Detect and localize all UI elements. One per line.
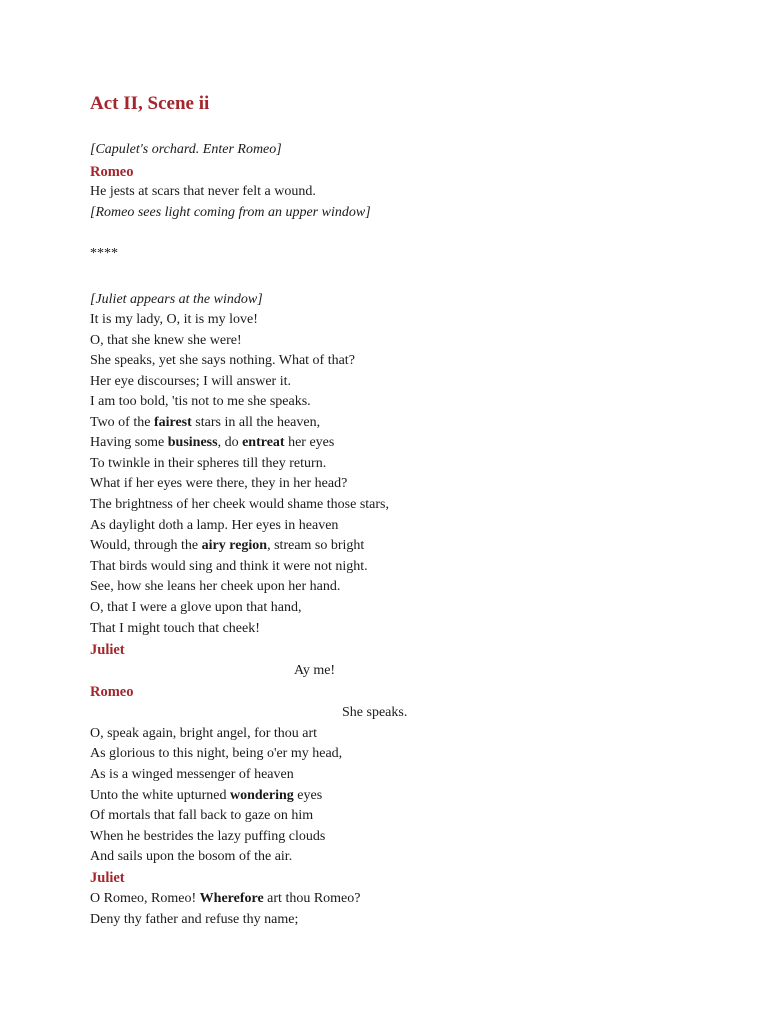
verse-line [90, 827, 325, 847]
verse-line [90, 454, 326, 474]
verse-line [90, 516, 338, 536]
verse-line [90, 910, 298, 930]
stage-direction [90, 290, 263, 310]
line-text: eyes [293, 788, 323, 803]
line-text: To twinkle in their spheres till they return. [90, 456, 327, 471]
line-text: Juliet [90, 642, 125, 658]
line-text: [Romeo sees light coming from an upper window] [90, 205, 371, 220]
line-text: It is my lady, O, it is my love! [90, 312, 258, 327]
verse-line [90, 744, 342, 764]
line-text: O Romeo, Romeo! [90, 891, 200, 906]
verse-line [90, 536, 364, 556]
verse-line [90, 372, 291, 392]
verse-line [90, 577, 340, 597]
emphasized-word: entreat [242, 435, 285, 450]
stage-direction [90, 140, 282, 160]
line-text: O, that she knew she were! [90, 333, 242, 348]
emphasized-word: fairest [153, 415, 192, 430]
line-text: Two of the [90, 415, 154, 430]
verse-line [90, 619, 260, 639]
line-text: She speaks. [342, 705, 408, 720]
verse-line [294, 661, 335, 681]
line-text: As glorious to this night, being o'er my head, [90, 746, 343, 761]
line-text: , stream so bright [267, 538, 365, 553]
line-text: And sails upon the bosom of the air. [90, 849, 293, 864]
line-text: She speaks, yet she says nothing. What of that? [90, 353, 355, 368]
verse-line [90, 331, 242, 351]
line-text: O, speak again, bright angel, for thou art [90, 726, 318, 741]
verse-line [90, 765, 294, 785]
line-text: O, that I were a glove upon that hand, [90, 600, 302, 615]
emphasized-word: business [167, 435, 218, 450]
emphasized-word: airy region [201, 538, 268, 553]
line-text: Deny thy father and refuse thy name; [90, 912, 299, 927]
line-text: As is a winged messenger of heaven [90, 767, 294, 782]
speaker-name [90, 868, 125, 888]
verse-line [90, 847, 292, 867]
line-text: Of mortals that fall back to gaze on him [90, 808, 314, 823]
line-text: Having some [90, 435, 168, 450]
line-text: As daylight doth a lamp. Her eyes in heaven [90, 518, 339, 533]
line-text: , do [217, 435, 243, 450]
verse-line [90, 474, 347, 494]
line-text: Would, through the [90, 538, 202, 553]
verse-line [90, 889, 360, 909]
verse-line [90, 351, 355, 371]
line-text: See, how she leans her cheek upon her hand. [90, 579, 341, 594]
line-text: stars in all the heaven, [191, 415, 321, 430]
emphasized-word: wondering [229, 788, 294, 803]
line-text: art thou Romeo? [263, 891, 361, 906]
stage-direction [90, 203, 371, 223]
verse-line [90, 598, 302, 618]
line-text: [Capulet's orchard. Enter Romeo] [90, 142, 282, 157]
line-text: What if her eyes were there, they in her head? [90, 476, 348, 491]
verse-line [90, 786, 322, 806]
verse-line [90, 557, 368, 577]
line-text: Romeo [90, 684, 134, 700]
line-text: [Juliet appears at the window] [90, 292, 263, 307]
line-text: Romeo [90, 164, 134, 180]
verse-line [90, 182, 316, 202]
verse-line [90, 495, 389, 515]
verse-line [90, 392, 311, 412]
line-text: her eyes [284, 435, 335, 450]
verse-line [90, 806, 313, 826]
line-text: The brightness of her cheek would shame those stars, [90, 497, 389, 512]
line-text: When he bestrides the lazy puffing clouds [90, 829, 326, 844]
verse-line [342, 703, 407, 723]
line-text: He jests at scars that never felt a wound. [90, 184, 316, 199]
verse-line [90, 310, 258, 330]
line-text: I am too bold, 'tis not to me she speaks. [90, 394, 311, 409]
scene-title: Act II, Scene ii [90, 93, 210, 114]
speaker-name [90, 682, 134, 702]
verse-line [90, 433, 334, 453]
line-text: Unto the white upturned [90, 788, 230, 803]
verse-line [90, 244, 118, 264]
verse-line [90, 413, 320, 433]
verse-line [90, 724, 317, 744]
speaker-name [90, 640, 125, 660]
line-text: That I might touch that cheek! [90, 621, 260, 636]
line-text: **** [90, 246, 118, 261]
line-text: Her eye discourses; I will answer it. [90, 374, 291, 389]
emphasized-word: Wherefore [199, 891, 264, 906]
line-text: That birds would sing and think it were not night. [90, 559, 368, 574]
line-text: Ay me! [294, 663, 336, 678]
speaker-name [90, 162, 134, 182]
line-text: Juliet [90, 870, 125, 886]
